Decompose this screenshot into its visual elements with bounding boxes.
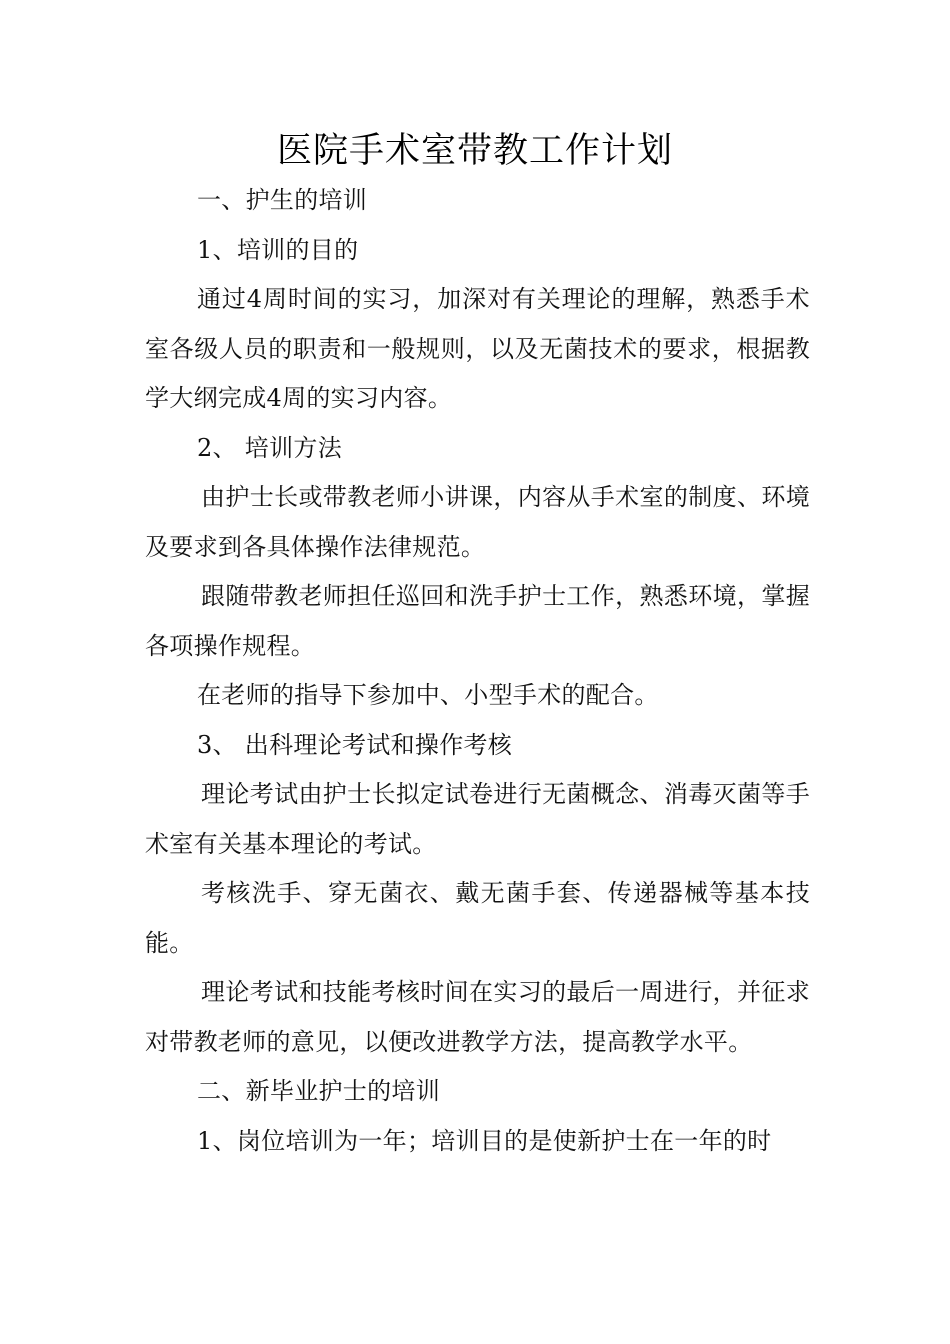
paragraph-4: 在老师的指导下参加中、小型手术的配合。 (197, 681, 659, 709)
section-heading-2: 二、新毕业护士的培训 (197, 1077, 440, 1105)
paragraph-1: 通过4周时间的实习，加深对有关理论的理解，熟悉手术室各级人员的职责和一般规则，以及无菌技术的要求，根据教学大纲完成4周的实习内容。 (145, 285, 810, 412)
subsection-heading-3: 3、 出科理论考试和操作考核 (197, 730, 513, 759)
subsection-heading-2: 2、 培训方法 (197, 433, 342, 462)
paragraph-3: 跟随带教老师担任巡回和洗手护士工作，熟悉环境，掌握各项操作规程。 (145, 582, 810, 660)
document-body (145, 176, 810, 1166)
paragraph-7: 理论考试和技能考核时间在实习的最后一周进行，并征求对带教老师的意见，以便改进教学方法，提高教学水平。 (145, 978, 810, 1056)
paragraph-2: 由护士长或带教老师小讲课，内容从手术室的制度、环境及要求到各具体操作法律规范。 (145, 483, 810, 561)
section-heading-1: 一、护生的培训 (197, 186, 368, 214)
paragraph-6: 考核洗手、穿无菌衣、戴无菌手套、传递器械等基本技能。 (145, 879, 810, 957)
document-title: 医院手术室带教工作计划 (276, 131, 673, 171)
paragraph-5: 理论考试由护士长拟定试卷进行无菌概念、消毒灭菌等手术室有关基本理论的考试。 (145, 780, 810, 858)
subsection-heading-1: 1、培训的目的 (197, 235, 359, 264)
paragraph-8: 1、岗位培训为一年；培训目的是使新护士在一年的时 (197, 1126, 772, 1155)
